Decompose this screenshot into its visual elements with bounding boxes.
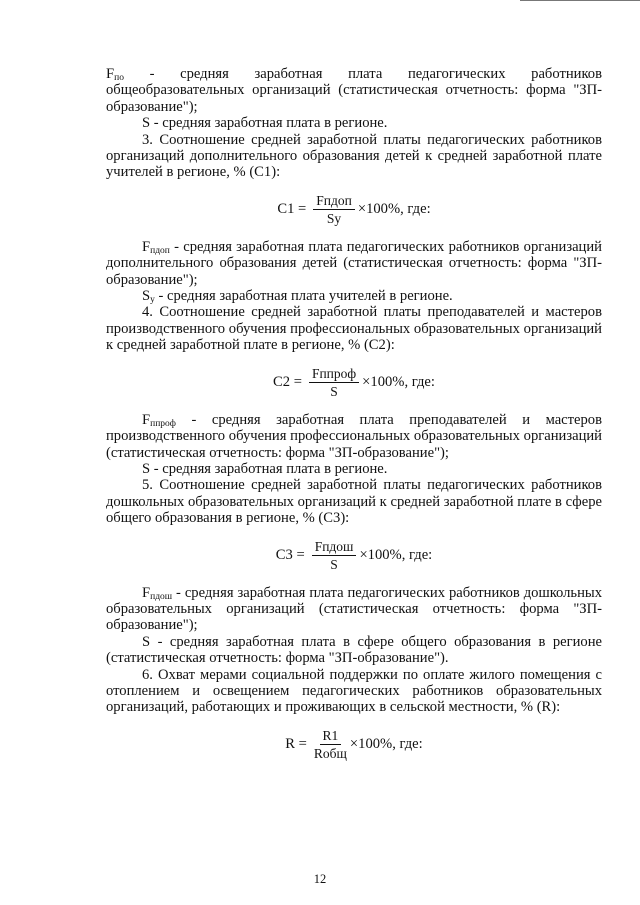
def-sy: $S_y$ - средняя заработная плата учителей в регионе. [142, 288, 453, 306]
fraction: $\frac{\text{Fпдош}}{S}$ [312, 539, 357, 572]
def-fpprof: $F_{ппроф}$ - средняя заработная плата преподавателей и мастеров производственного обучения профессиональных образовательных организаций (статистическая отчетность: форма "ЗП-образование"); [106, 411, 602, 461]
item-3: 3. Соотношение средней заработной платы педагогических работников организаций дополнительного образования детей к средней заработной плате учителей в регионе, % (С1): [106, 131, 602, 181]
def-fpo: $F_{по}$ - средняя заработная плата педагогических работников общеобразовательных организаций (статистическая отчетность: форма "ЗП-образование"); [106, 66, 602, 115]
formula-c1: С1 = $\frac{\text{Fпдоп}}{Sy}$ ×100%, где: [277, 193, 431, 227]
def-s-region: S - средняя заработная плата в регионе. [142, 115, 388, 132]
formula-c3: С3 = $\frac{\text{Fпдош}}{S}$ ×100%, где: [275, 539, 433, 573]
formula-c2: С2 = $\frac{\text{Fппроф}}{S}$ ×100%, где: [273, 366, 435, 400]
fraction: $\frac{R1}{\text{Rобщ}}$ [313, 728, 347, 762]
page-number: 12 [313, 872, 327, 886]
def-s-general-education: S - средняя заработная плата в сфере общего образования в регионе (статистическая отчетность: форма "ЗП-образование"). [106, 633, 602, 667]
fraction: $\frac{\text{Fппроф}}{S}$ [309, 366, 359, 399]
item-6: 6. Охват мерами социальной поддержки по оплате жилого помещения с отоплением и освещением педагогических работников образовательных организаций, работающих и проживающих в сельской местности, % (R): [106, 666, 602, 716]
formula-r: R = $\frac{R1}{\text{Rобщ}}$ ×100%, где: [285, 728, 423, 762]
item-4: 4. Соотношение средней заработной платы преподавателей и мастеров производственного обучения профессиональных образовательных организаций к средней заработной плате в регионе, % (С2): [106, 304, 602, 354]
top-rule [520, 0, 640, 1]
def-fpdosh: $F_{пдош}$ - средняя заработная плата педагогических работников дошкольных образовательных организаций (статистическая отчетность: форма "ЗП-образование"); [106, 584, 602, 634]
fraction: $\frac{\text{Fпдоп}}{Sy}$ [313, 193, 355, 226]
item-5: 5. Соотношение средней заработной платы педагогических работников дошкольных образовательных организаций к средней заработной плате в сфере общего образования в регионе, % (С3): [106, 477, 602, 527]
def-fpdop: $F_{пдоп}$ - средняя заработная плата педагогических работников организаций дополнительного образования детей (статистическая отчетность: форма "ЗП-образование"); [106, 238, 602, 288]
document-page [106, 66, 602, 774]
def-s-region-2: S - средняя заработная плата в регионе. [142, 460, 388, 477]
